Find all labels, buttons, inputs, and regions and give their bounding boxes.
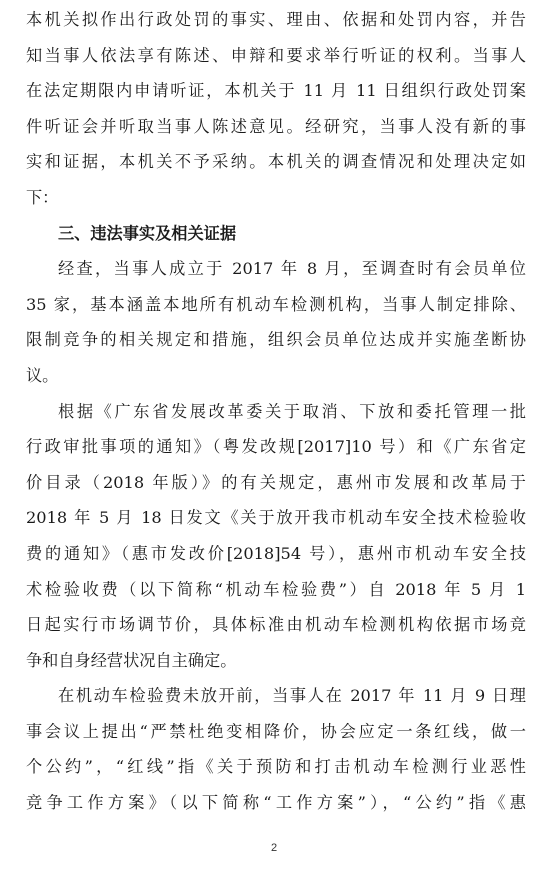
text-line: 件听证会并听取当事人陈述意见。经研究，当事人没有新的事 (26, 116, 526, 136)
text-line: 根据《广东省发展改革委关于取消、下放和委托管理一批 (58, 401, 526, 421)
body-text (26, 2, 526, 821)
text-line: 下： (26, 187, 59, 207)
section-heading: 三、违法事实及相关证据 (58, 223, 237, 243)
text-line: 在机动车检验费未放开前，当事人在 2017 年 11 月 9 日理 (58, 686, 526, 706)
text-line: 限制竞争的相关规定和措施，组织会员单位达成并实施垄断协 (26, 330, 526, 350)
text-line: 日起实行市场调节价，具体标准由机动车检测机构依据市场竞 (26, 615, 526, 635)
text-line: 竞争工作方案》（以下简称“工作方案”），“公约”指《惠 (26, 793, 526, 813)
text-line: 实和证据，本机关不予采纳。本机关的调查情况和处理决定如 (26, 152, 526, 172)
text-line: 议。 (26, 365, 59, 385)
text-line: 费的通知》（惠市发改价[2018]54 号），惠州市机动车安全技 (26, 543, 526, 563)
text-line: 本机关拟作出行政处罚的事实、理由、依据和处罚内容，并告 (26, 10, 526, 29)
text-line: 经查，当事人成立于 2017 年 8 月，至调查时有会员单位 (58, 259, 526, 279)
text-line: 行政审批事项的通知》（粤发改规[2017]10 号）和《广东省定 (26, 437, 526, 457)
text-line: 35 家，基本涵盖本地所有机动车检测机构，当事人制定排除、 (26, 294, 526, 314)
text-line: 事会议上提出“严禁杜绝变相降价，协会应定一条红线，做一 (26, 721, 526, 741)
text-line: 知当事人依法享有陈述、申辩和要求举行听证的权利。当事人 (26, 45, 526, 65)
page-number: 2 (270, 842, 278, 854)
text-line: 价目录（2018 年版）》的有关规定，惠州市发展和改革局于 (26, 472, 526, 492)
text-line: 在法定期限内申请听证，本机关于 11 月 11 日组织行政处罚案 (26, 81, 526, 101)
text-line: 2018 年 5 月 18 日发文《关于放开我市机动车安全技术检验收 (26, 508, 526, 528)
text-line: 术检验收费（以下简称“机动车检验费”）自 2018 年 5 月 1 (26, 579, 526, 599)
text-line: 个公约”，“红线”指《关于预防和打击机动车检测行业恶性 (26, 757, 526, 777)
text-line: 争和自身经营状况自主确定。 (26, 650, 237, 670)
